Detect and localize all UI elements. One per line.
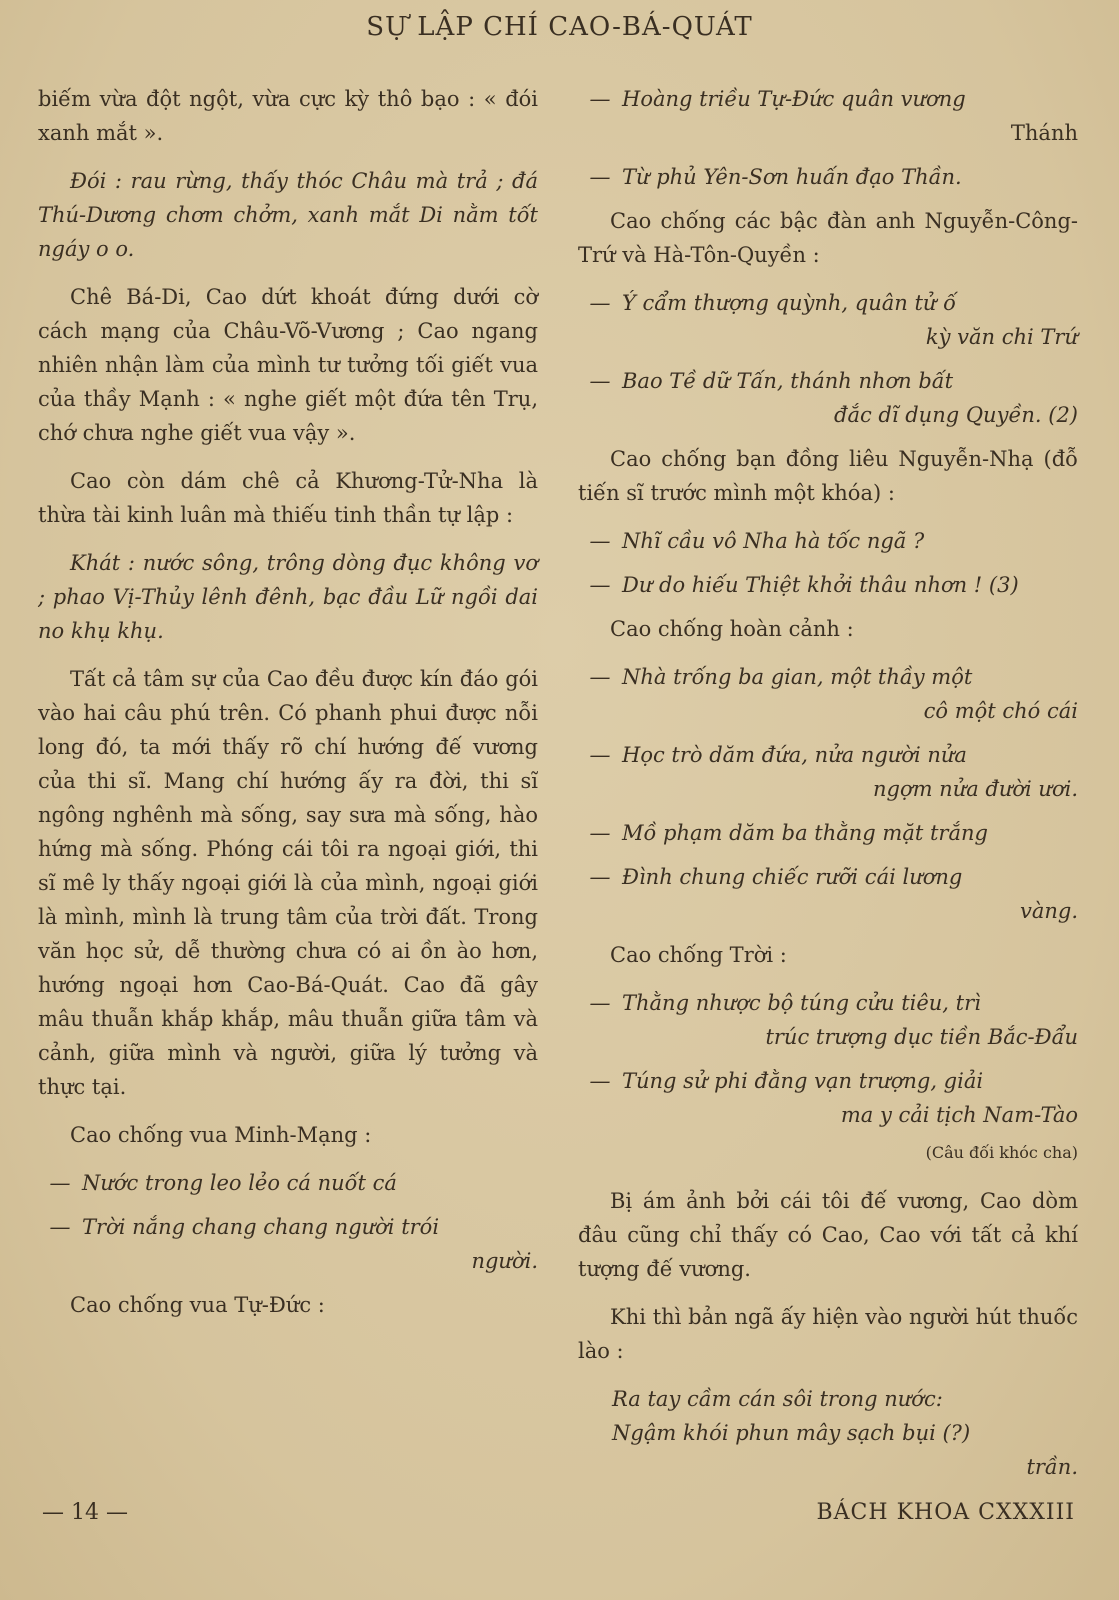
- paragraph: Cao còn dám chê cả Khương-Tử-Nha là thừa tài kinh luân mà thiếu tinh thần tự lập :: [38, 469, 538, 527]
- paragraph: Cao chống hoàn cảnh :: [610, 617, 854, 641]
- paragraph: biếm vừa đột ngột, vừa cực kỳ thô bạo : « đói xanh mắt ».: [38, 87, 538, 145]
- verse-line: — Ý cẩm thượng quỳnh, quân tử ố kỳ văn chi Trứ: [589, 291, 1078, 349]
- verse-line: — Học trò dăm đứa, nửa người nửa ngợm nửa đười ươi.: [589, 743, 1078, 801]
- paragraph: Bị ám ảnh bởi cái tôi đế vương, Cao dòm đâu cũng chỉ thấy có Cao, Cao với tất cả khí tượng đế vương.: [578, 1189, 1078, 1281]
- verse-line: — Trời nắng chang chang người trói người.: [49, 1215, 538, 1273]
- paragraph: Cao chống bạn đồng liêu Nguyễn-Nhạ (đỗ tiến sĩ trước mình một khóa) :: [578, 447, 1078, 505]
- paragraph: Cao chống vua Minh-Mạng :: [70, 1123, 372, 1147]
- verse-line: — Nước trong leo lẻo cá nuốt cá: [49, 1171, 397, 1195]
- left-column: [38, 82, 538, 1336]
- verse-line: — Mồ phạm dăm ba thằng mặt trắng: [589, 821, 988, 845]
- verse-line: — Nhà trống ba gian, một thầy một cô một chó cái: [589, 665, 1078, 723]
- verse-line: — Nhĩ cầu vô Nha hà tốc ngã ?: [589, 529, 925, 553]
- poem-line: Ra tay cầm cán sôi trong nước:: [612, 1387, 943, 1411]
- quotation: Đói : rau rừng, thấy thóc Châu mà trả ; đá Thú-Dương chơm chởm, xanh mắt Di nằm tốt ngáy o o.: [38, 169, 538, 261]
- verse-line: — Thằng nhược bộ túng cửu tiêu, trì trúc trượng dục tiền Bắc-Đẩu: [589, 991, 1078, 1049]
- verse-line: — Hoàng triều Tự-Đức quân vương Thánh: [589, 87, 1078, 145]
- paragraph: Cao chống Trời :: [610, 943, 787, 967]
- paragraph: Cao chống các bậc đàn anh Nguyễn-Công-Trứ và Hà-Tôn-Quyền :: [578, 209, 1078, 267]
- paragraph: Khi thì bản ngã ấy hiện vào người hút thuốc lào :: [578, 1305, 1078, 1363]
- paragraph: Cao chống vua Tự-Đức :: [70, 1293, 325, 1317]
- verse-line: — Dư do hiếu Thiệt khởi thâu nhơn ! (3): [589, 573, 1019, 597]
- poem-line: Ngậm khói phun mây sạch bụi (?): [612, 1421, 971, 1445]
- quotation: Khát : nước sông, trông dòng đục không vơ ; phao Vị-Thủy lênh đênh, bạc đầu Lữ ngồi dai no khụ khụ.: [38, 551, 538, 643]
- paragraph: Tất cả tâm sự của Cao đều được kín đáo gói vào hai câu phú trên. Có phanh phui được nỗi long đó, ta mới thấy rõ chí hướng đế vương của thi sĩ. Mang chí hướng ấy ra đời, thi sĩ ngông nghênh mà sống, say sưa mà sống, hào hứng mà sống. Phóng cái tôi ra ngoại giới, thi sĩ mê ly thấy ngoại giới là của mình, ngoại giới là mình, mình là trung tâm của trời đất. Trong văn học sử, dễ thường chưa có ai ồn ào hơn, hướng ngoại hơn Cao-Bá-Quát. Cao đã gây mâu thuẫn khắp khắp, mâu thuẫn giữa tâm và cảnh, giữa mình và người, giữa lý tưởng và thực tại.: [38, 667, 538, 1099]
- caption: (Câu đối khóc cha): [925, 1143, 1078, 1162]
- verse-line: — Bao Tề dữ Tấn, thánh nhơn bất đắc dĩ dụng Quyền. (2): [589, 369, 1078, 427]
- poem-line: trần.: [1026, 1455, 1078, 1479]
- page-number: — 14 —: [42, 1500, 128, 1525]
- verse-line: — Đình chung chiếc rưỡi cái lương vàng.: [589, 865, 1078, 923]
- right-column: [578, 82, 1078, 1488]
- running-title: SỰ LẬP CHÍ CAO-BÁ-QUÁT: [366, 12, 753, 42]
- verse-line: — Từ phủ Yên-Sơn huấn đạo Thần.: [589, 165, 962, 189]
- paragraph: Chê Bá-Di, Cao dứt khoát đứng dưới cờ cách mạng của Châu-Võ-Vương ; Cao ngang nhiên nhận làm của mình tư tưởng tối giết vua của thầy Mạnh : « nghe giết một đứa tên Trụ, chớ chưa nghe giết vua vậy ».: [38, 285, 538, 445]
- journal-name: BÁCH KHOA CXXXIII: [816, 1500, 1075, 1525]
- verse-line: — Túng sử phi đằng vạn trượng, giải ma y cải tịch Nam-Tào: [589, 1069, 1078, 1127]
